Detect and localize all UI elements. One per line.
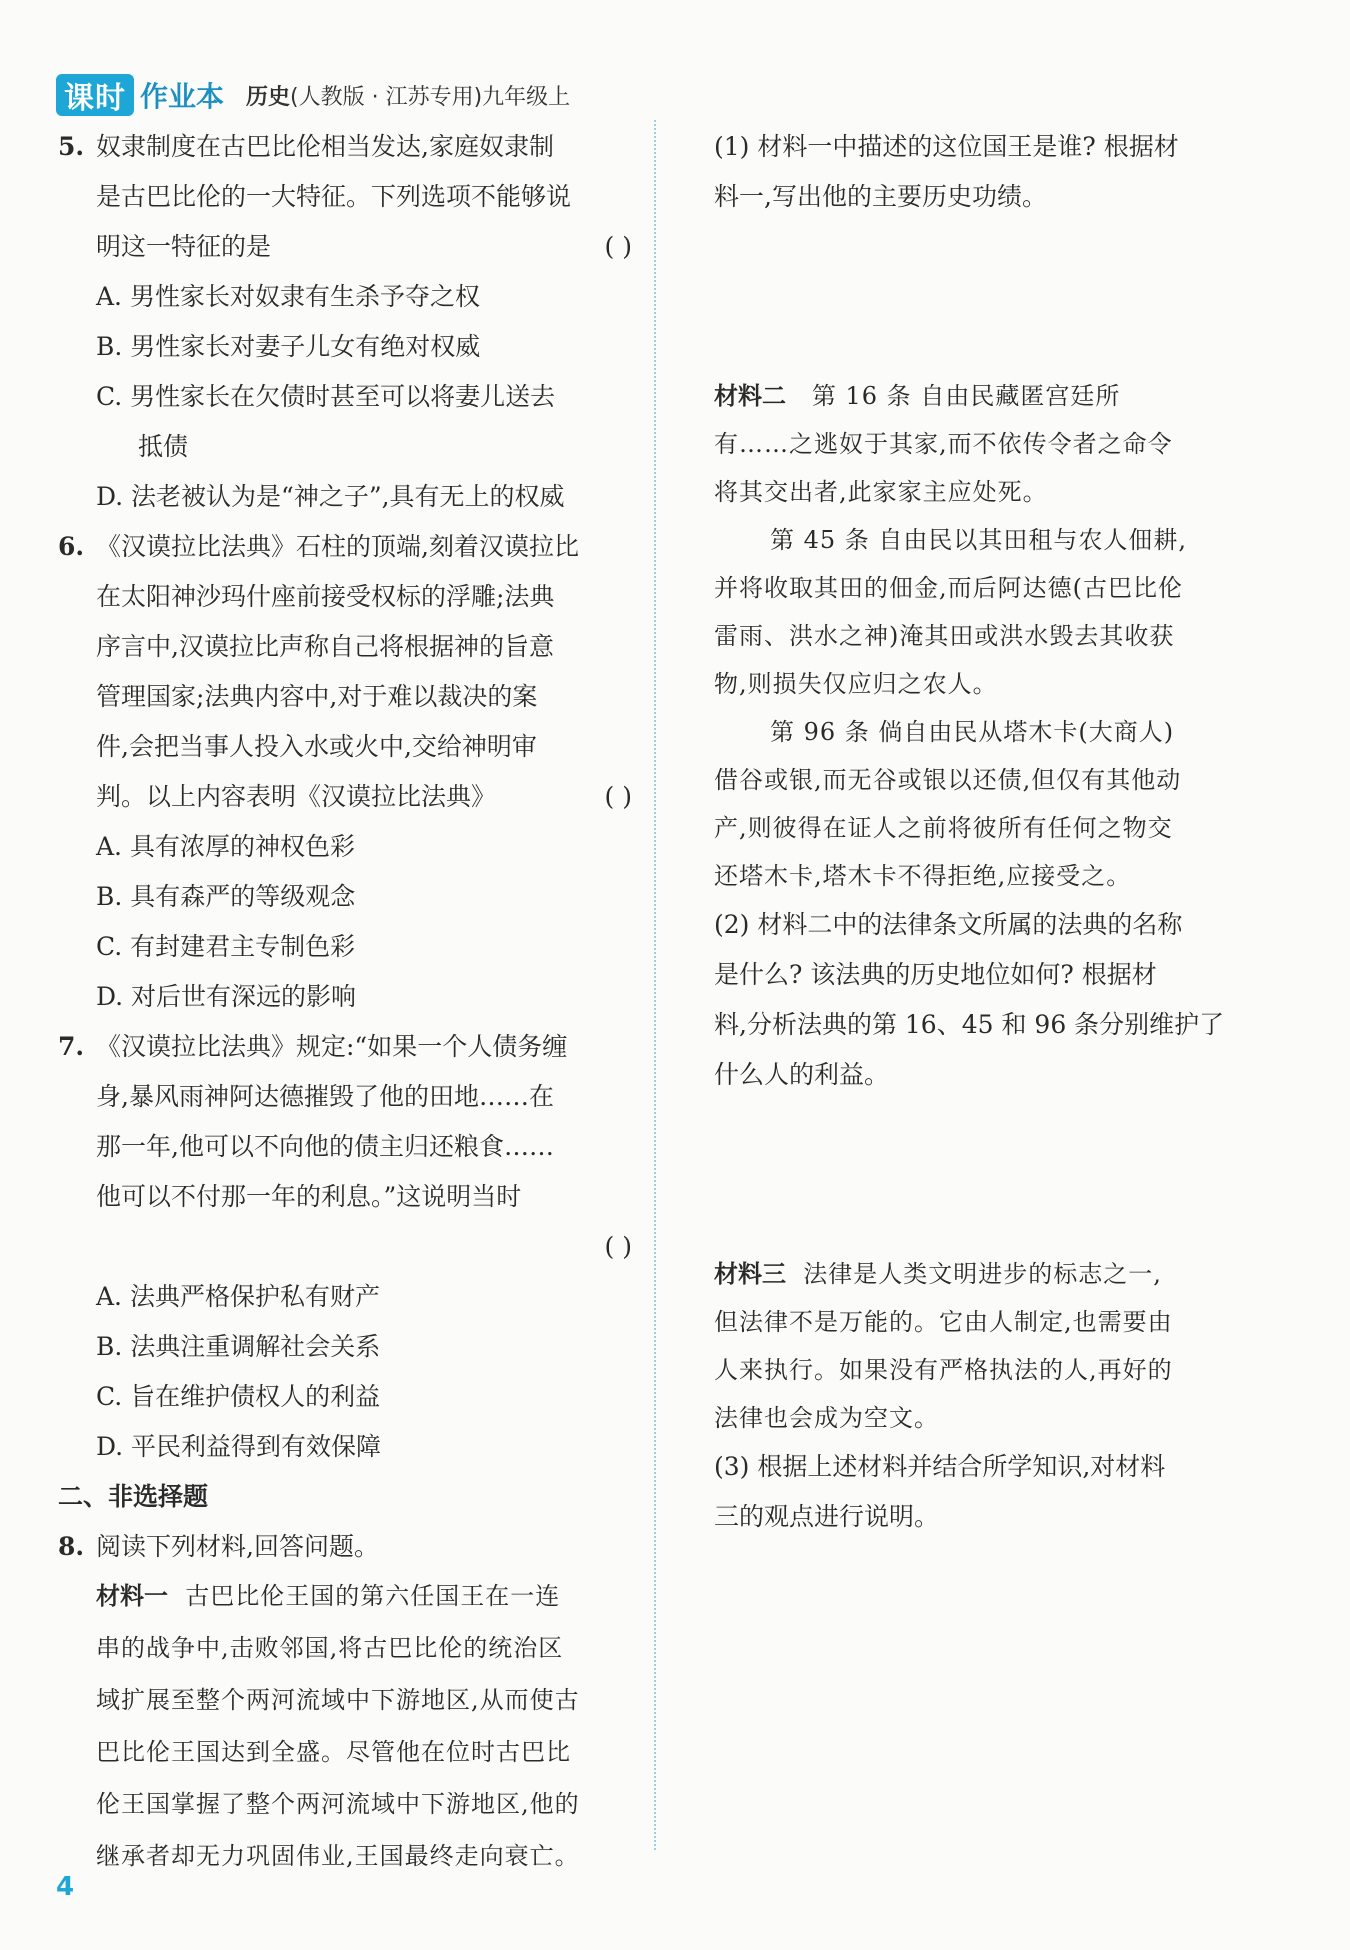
q5-option-b: B. 男性家长对妻子儿女有绝对权威 [96, 332, 481, 361]
sub2-text-3: 料,分析法典的第 16、45 和 96 条分别维护了 [714, 1010, 1225, 1039]
q7-text-2: 身,暴风雨神阿达德摧毁了他的田地……在 [96, 1082, 554, 1111]
page-header [56, 72, 570, 118]
material-1-line-1 [58, 1572, 632, 1620]
sub2-text-4: 什么人的利益。 [714, 1060, 890, 1089]
subject-info [246, 80, 570, 111]
q7-text-4: 他可以不付那一年的利息。”这说明当时 [96, 1182, 522, 1211]
series-name: 作业本 [140, 80, 225, 113]
sub3-text-1: (3) 根据上述材料并结合所学知识,对材料 [714, 1452, 1166, 1481]
q5-text-1: 奴隶制度在古巴比伦相当发达,家庭奴隶制 [96, 132, 554, 161]
q8-intro: 阅读下列材料,回答问题。 [96, 1532, 379, 1561]
material-1-text-1: 古巴比伦王国的第六任国王在一连 [185, 1582, 561, 1610]
q7-text-3: 那一年,他可以不向他的债主归还粮食…… [96, 1132, 554, 1161]
material-3 [714, 1250, 1254, 1442]
material-2 [714, 372, 1254, 900]
section-title: 二、非选择题 [58, 1482, 209, 1511]
q6-text-2: 在太阳神沙玛什座前接受权标的浮雕;法典 [96, 582, 555, 611]
material-2-text-10: 产,则彼得在证人之前将彼所有任何之物交 [714, 814, 1173, 842]
material-2-text-9: 借谷或银,而无谷或银以还债,但仅有其他动 [714, 766, 1182, 794]
q5-line-3 [58, 222, 632, 272]
question-5 [58, 122, 632, 522]
q5-answer-blank: ( ) [604, 232, 632, 261]
material-1-text-6: 继承者却无力巩固伟业,王国最终走向衰亡。 [96, 1842, 580, 1870]
q7-option-d: D. 平民利益得到有效保障 [96, 1432, 382, 1461]
subject-label: 历史 [246, 84, 291, 110]
material-2-text-5: 并将收取其田的佃金,而后阿达德(古巴比伦 [714, 574, 1183, 602]
material-2-text-4: 第 45 条 自由民以其田租与农人佃耕, [770, 526, 1188, 554]
q7-option-b: B. 法典注重调解社会关系 [96, 1332, 381, 1361]
q5-number: 5. [58, 132, 85, 161]
q6-option-a: A. 具有浓厚的神权色彩 [96, 832, 355, 861]
material-2-text-1: 第 16 条 自由民藏匿宫廷所 [811, 382, 1121, 410]
material-2-text-2: 有……之逃奴于其家,而不依传令者之命令 [714, 430, 1173, 458]
material-2-text-3: 将其交出者,此家家主应处死。 [714, 478, 1048, 506]
question-7 [58, 1022, 632, 1472]
material-2-title: 材料二 [714, 382, 786, 410]
material-3-line-1 [714, 1250, 1254, 1298]
material-2-line-1 [714, 372, 1254, 420]
material-2-text-8: 第 96 条 倘自由民从塔木卡(大商人) [770, 718, 1175, 746]
page-number: 4 [56, 1872, 75, 1902]
sub-question-2 [714, 900, 1254, 1100]
material-1-text-4: 巴比伦王国达到全盛。尽管他在位时古巴比 [96, 1738, 571, 1766]
q6-answer-blank: ( ) [604, 782, 632, 811]
sub3-text-2: 三的观点进行说明。 [714, 1502, 940, 1531]
q7-option-a: A. 法典严格保护私有财产 [96, 1282, 380, 1311]
q5-option-a: A. 男性家长对奴隶有生杀予夺之权 [96, 282, 480, 311]
series-logo: 课时 [56, 74, 134, 116]
material-3-text-3: 人来执行。如果没有严格执法的人,再好的 [714, 1356, 1173, 1384]
q7-option-c: C. 旨在维护债权人的利益 [96, 1382, 381, 1411]
sub2-text-1: (2) 材料二中的法律条文所属的法典的名称 [714, 910, 1183, 939]
question-6 [58, 522, 632, 1022]
left-column [58, 122, 632, 1880]
q7-text-1: 《汉谟拉比法典》规定:“如果一个人债务缠 [96, 1032, 568, 1061]
q6-text-4: 管理国家;法典内容中,对于难以裁决的案 [96, 682, 538, 711]
material-1-text-3: 域扩展至整个两河流域中下游地区,从而使古 [96, 1686, 580, 1714]
q5-text-3: 明这一特征的是 [96, 232, 272, 261]
q7-number: 7. [58, 1032, 85, 1061]
q7-answer-blank: ( ) [604, 1232, 632, 1261]
material-1-text-5: 伦王国掌握了整个两河流域中下游地区,他的 [96, 1790, 580, 1818]
edition-label: (人教版 · 江苏专用)九年级上 [290, 84, 571, 110]
material-3-text-1: 法律是人类文明进步的标志之一, [803, 1260, 1162, 1288]
sub1-text-1: (1) 材料一中描述的这位国王是谁? 根据材 [714, 132, 1179, 161]
material-3-text-2: 但法律不是万能的。它由人制定,也需要由 [714, 1308, 1173, 1336]
q6-text-3: 序言中,汉谟拉比声称自己将根据神的旨意 [96, 632, 554, 661]
material-2-text-11: 还塔木卡,塔木卡不得拒绝,应接受之。 [714, 862, 1132, 890]
q7-line-1 [58, 1022, 632, 1072]
q5-text-2: 是古巴比伦的一大特征。下列选项不能够说 [96, 182, 572, 211]
sub-question-1 [714, 122, 1254, 222]
q5-line-1 [58, 122, 632, 172]
q6-line-1 [58, 522, 632, 572]
material-3-text-4: 法律也会成为空文。 [714, 1404, 939, 1432]
q6-number: 6. [58, 532, 85, 561]
material-2-text-6: 雷雨、洪水之神)淹其田或洪水毁去其收获 [714, 622, 1175, 650]
q6-text-1: 《汉谟拉比法典》石柱的顶端,刻着汉谟拉比 [96, 532, 579, 561]
material-1-text-2: 串的战争中,击败邻国,将古巴比伦的统治区 [96, 1634, 564, 1662]
q5-option-c: C. 男性家长在欠债时甚至可以将妻儿送去 [96, 382, 556, 411]
q6-text-6: 判。以上内容表明《汉谟拉比法典》 [96, 782, 497, 811]
q8-line-1 [58, 1522, 632, 1572]
q7-paren-line [58, 1222, 632, 1272]
q5-option-d: D. 法老被认为是“神之子”,具有无上的权威 [96, 482, 565, 511]
q5-option-c-cont: 抵债 [138, 432, 189, 461]
q6-option-b: B. 具有森严的等级观念 [96, 882, 356, 911]
q6-option-c: C. 有封建君主专制色彩 [96, 932, 356, 961]
q8-number: 8. [58, 1532, 85, 1561]
material-2-text-7: 物,则损失仅应归之农人。 [714, 670, 998, 698]
sub2-text-2: 是什么? 该法典的历史地位如何? 根据材 [714, 960, 1157, 989]
q6-line-6 [58, 772, 632, 822]
q6-option-d: D. 对后世有深远的影响 [96, 982, 357, 1011]
q6-text-5: 件,会把当事人投入水或火中,交给神明审 [96, 732, 537, 761]
column-divider [654, 120, 656, 1850]
right-column [714, 122, 1254, 1542]
material-1-title: 材料一 [96, 1582, 168, 1610]
sub1-text-2: 料一,写出他的主要历史功绩。 [714, 182, 1047, 211]
sub-question-3 [714, 1442, 1254, 1542]
question-8 [58, 1522, 632, 1880]
material-3-title: 材料三 [714, 1260, 786, 1288]
